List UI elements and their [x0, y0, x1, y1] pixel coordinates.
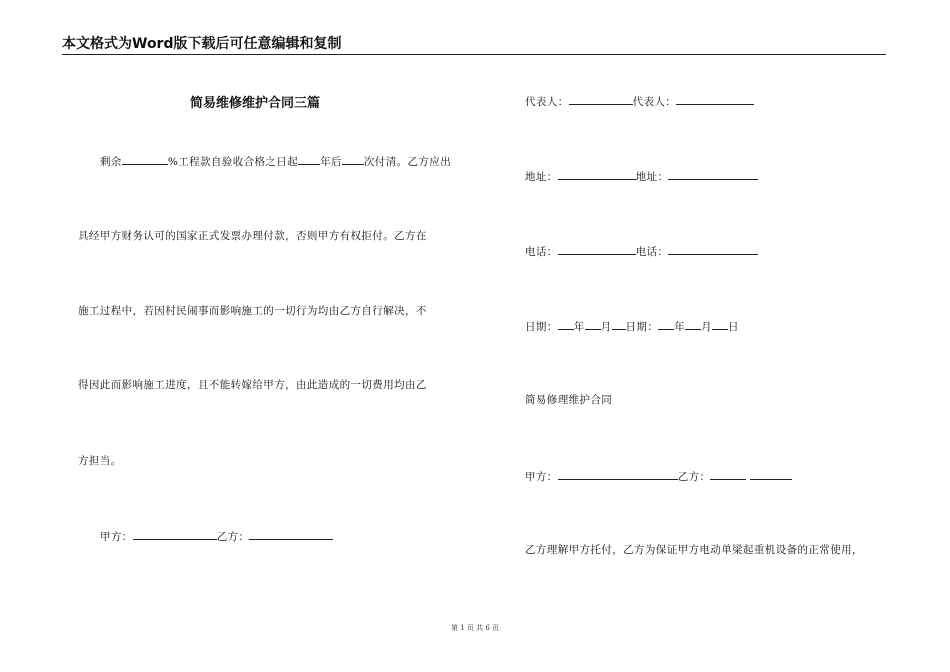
- address-label-2: 地址：: [635, 171, 669, 183]
- year-blank-2: [658, 318, 674, 330]
- right-party-line: [525, 468, 792, 484]
- representative-blank-2: [676, 93, 754, 105]
- day-label: 日: [728, 321, 739, 333]
- right-party-b-label: 乙方：: [677, 471, 711, 483]
- address-line: [525, 168, 758, 184]
- years-blank: [298, 153, 320, 165]
- left-paragraph-line-1: [100, 153, 451, 169]
- contract-subtitle: 简易修理维护合同: [525, 394, 613, 406]
- date-line: [525, 318, 739, 334]
- right-paragraph-line-1: 乙方理解甲方托付，乙方为保证甲方电动单梁起重机设备的正常使用，: [525, 544, 863, 556]
- page-header: 本文格式为Word版下载后可任意编辑和复制: [62, 35, 886, 55]
- remaining-label: 剩余: [100, 156, 122, 168]
- telephone-line: [525, 243, 758, 259]
- telephone-label-1: 电话：: [525, 246, 558, 258]
- years-after-text: 年后: [320, 156, 342, 168]
- right-party-a-blank: [558, 468, 678, 480]
- right-party-b-blank-1: [710, 468, 746, 480]
- address-blank-1: [558, 168, 636, 180]
- representative-line: [525, 93, 754, 109]
- day-blank-2: [712, 318, 728, 330]
- party-b-blank: [249, 528, 333, 540]
- left-paragraph-line-2: 具经甲方财务认可的国家正式发票办理付款，否则甲方有权拒付。乙方在: [78, 230, 427, 242]
- page-number: 第 1 页 共 6 页: [450, 624, 500, 632]
- payment-terms-text: %工程款自验收合格之日起: [167, 156, 299, 168]
- representative-label-1: 代表人：: [525, 96, 569, 108]
- year-label-2: 年: [674, 321, 686, 333]
- installment-blank: [342, 153, 364, 165]
- day-blank-1: [612, 318, 626, 330]
- year-label-1: 年: [573, 321, 585, 333]
- left-paragraph-line-3: 施工过程中，若因村民闹事而影响施工的一切行为均由乙方自行解决，不: [78, 305, 427, 317]
- document-title: 简易维修维护合同三篇: [190, 96, 321, 111]
- left-paragraph-line-5: 方担当。: [78, 455, 122, 467]
- left-signature-line: [100, 528, 333, 544]
- month-blank-2: [685, 318, 701, 330]
- party-a-label: 甲方：: [100, 531, 133, 543]
- representative-label-2: 代表人：: [632, 96, 677, 108]
- month-blank-1: [585, 318, 601, 330]
- party-b-label: 乙方：: [216, 531, 250, 543]
- representative-blank-1: [569, 93, 633, 105]
- address-blank-2: [668, 168, 758, 180]
- party-a-blank: [133, 528, 217, 540]
- date-label-2: 日期：: [625, 321, 659, 333]
- month-label-1: 月: [600, 321, 612, 333]
- payment-clause-end: 次付清。乙方应出: [363, 156, 452, 168]
- telephone-blank-2: [668, 243, 758, 255]
- date-label-1: 日期：: [525, 321, 558, 333]
- left-paragraph-line-4: 得因此而影响施工进度，且不能转嫁给甲方，由此造成的一切费用均由乙: [78, 379, 427, 391]
- year-blank-1: [558, 318, 574, 330]
- telephone-label-2: 电话：: [635, 246, 669, 258]
- telephone-blank-1: [558, 243, 636, 255]
- right-party-b-blank-2: [750, 468, 792, 480]
- right-party-a-label: 甲方：: [525, 471, 558, 483]
- month-label-2: 月: [701, 321, 713, 333]
- address-label-1: 地址：: [525, 171, 558, 183]
- percent-blank: [122, 153, 168, 165]
